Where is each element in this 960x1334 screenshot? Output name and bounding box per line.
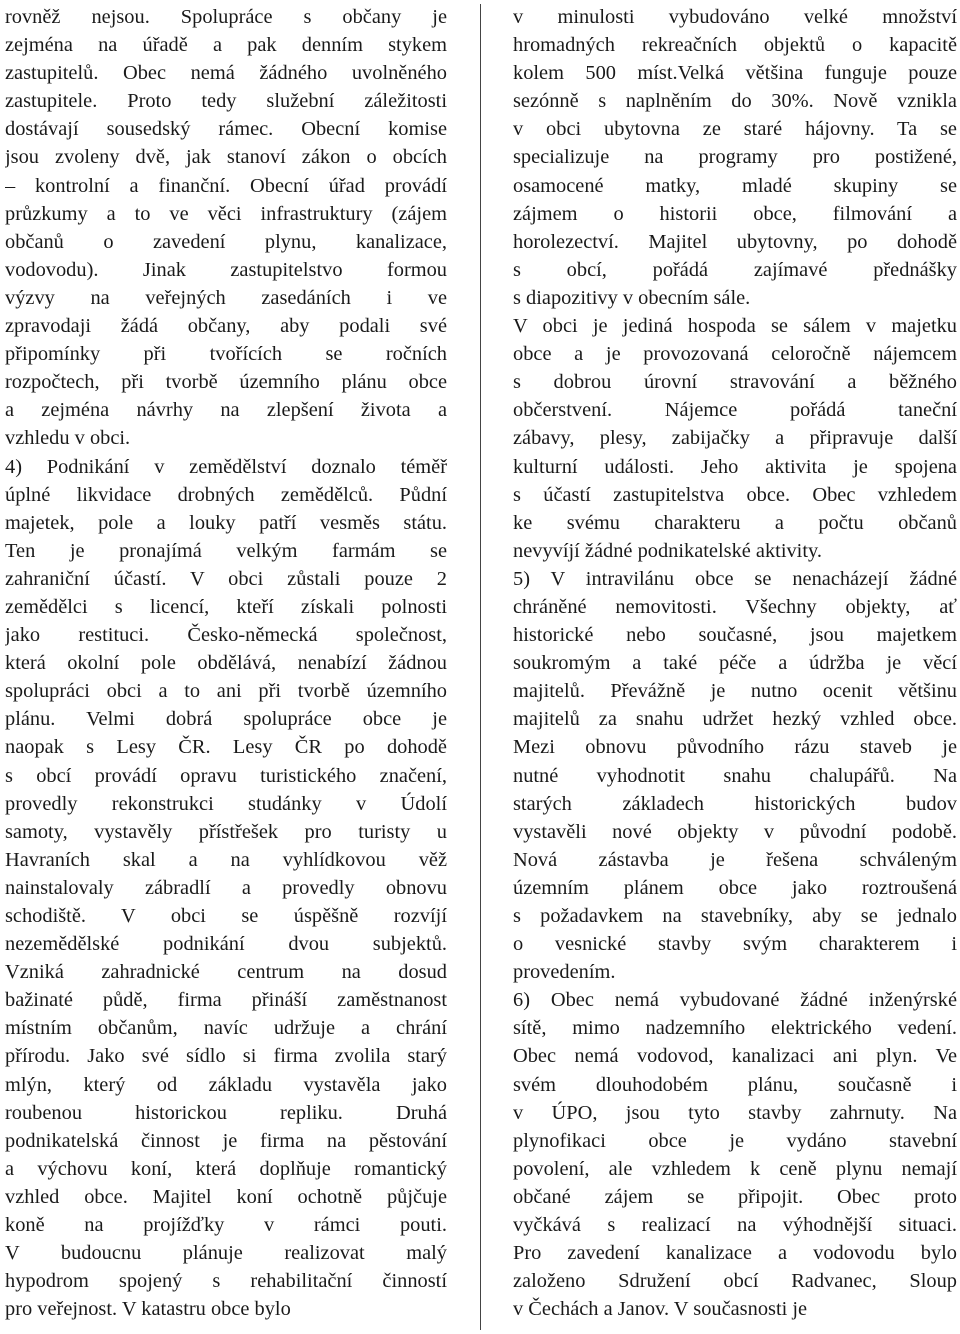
text-line: nezemědělské podnikání dvou subjektů.	[5, 933, 447, 956]
text-line: v ÚPO, jsou tyto stavby zahrnuty. Na	[513, 1101, 957, 1124]
text-line: sítě, mimo nadzemního elektrického vedení.	[513, 1017, 957, 1040]
text-line: majetek, pole a louky patří vesměs státu.	[5, 511, 447, 534]
text-line: o vesnické stavby svým charakterem i	[513, 933, 957, 956]
text-line: provedením.	[513, 961, 616, 984]
text-line: Havraních skal a na vyhlídkovou věž	[5, 848, 447, 871]
text-line: s účastí zastupitelstva obce. Obec vzhledem	[513, 483, 957, 506]
text-line: rovněž nejsou. Spolupráce s občany je	[5, 6, 447, 28]
left-text-column	[5, 3, 447, 1323]
text-line: s požadavkem na stavebníky, aby se jednalo	[513, 905, 957, 927]
column-divider	[480, 4, 481, 1330]
text-line: Pro zavedení kanalizace a vodovodu bylo	[513, 1242, 957, 1265]
text-line: v Čechách a Janov. V současnosti je	[513, 1298, 808, 1321]
text-line: povolení, ale vzhledem k ceně plynu nemají	[513, 1157, 957, 1180]
text-line: v minulosti vybudováno velké množství	[513, 6, 957, 28]
text-line: chráněné nemovitosti. Všechny objekty, ať	[513, 595, 957, 618]
text-line: nutné vyhodnotit snahu chalupářů. Na	[513, 764, 957, 787]
text-line: zahraniční účastí. V obci zůstali pouze 2	[5, 567, 447, 590]
text-line: vzhledu v obci.	[5, 427, 131, 450]
text-line: občanů o zavedení plynu, kanalizace,	[5, 230, 447, 253]
text-line: hromadných rekreačních objektů o kapacitě	[513, 34, 957, 57]
text-line: 6) Obec nemá vybudované žádné inženýrské	[513, 989, 957, 1012]
text-line: Obec nemá vodovod, kanalizaci ani plyn. Ve	[513, 1045, 957, 1068]
text-line: zpravodaji žádá občany, aby podali své	[5, 315, 447, 338]
text-line: zájmem o historii obce, filmování a	[513, 202, 957, 225]
text-line: 4) Podnikání v zemědělství doznalo téměř	[5, 455, 447, 478]
text-line: vystavěli nové objekty v původní podobě.	[513, 820, 957, 843]
text-line: a zejména návrhy na zlepšení života a	[5, 399, 447, 422]
text-line: majitelů. Převážně je nutno ocenit většinu	[513, 680, 957, 703]
text-line: zejména na úřadě a pak denním stykem	[5, 34, 447, 57]
text-line: územním plánem obce jako roztroušená	[513, 876, 957, 899]
text-line: mlýn, který od základu vystavěla jako	[5, 1073, 447, 1096]
text-line: schodiště. V obci se úspěšně rozvíjí	[5, 905, 447, 927]
text-line: 5) V intravilánu obce se nenacházejí žádné	[513, 567, 957, 590]
text-line: Ten je pronajímá velkým farmám se	[5, 539, 447, 562]
text-line: nainstalovaly zábradlí a provedly obnovu	[5, 876, 447, 899]
text-line: plynofikaci obce je vydáno stavební	[513, 1129, 957, 1152]
text-line: zábavy, plesy, zabijačky a připravuje další	[513, 427, 957, 450]
text-line: s diapozitivy v obecním sále.	[513, 286, 751, 309]
text-line: kolem 500 míst.Velká většina funguje pouze	[513, 62, 957, 85]
text-line: rozpočtech, při tvorbě územního plánu obce	[5, 371, 447, 394]
text-line: přírodu. Jako své sídlo si firma zvolila starý	[5, 1045, 447, 1068]
text-line: která okolní pole obdělává, nenabízí žádnou	[5, 652, 447, 675]
text-line: zastupitele. Proto tedy služební záležitosti	[5, 90, 447, 113]
text-line: Mezi obnovu původního rázu staveb je	[513, 736, 957, 759]
text-line: jsou zvoleny dvě, jak stanoví zákon o obcích	[5, 146, 447, 169]
text-line: – kontrolní a finanční. Obecní úřad provádí	[5, 174, 447, 197]
text-line: založeno Sdružení obcí Radvanec, Sloup	[513, 1270, 957, 1293]
text-line: roubenou historickou repliku. Druhá	[5, 1101, 447, 1124]
text-line: V budoucnu plánuje realizovat malý	[5, 1242, 447, 1265]
text-line: s obcí, pořádá zajímavé přednášky	[513, 258, 957, 281]
text-line: sezónně s naplněním do 30%. Nově vznikla	[513, 90, 957, 113]
text-line: dostávají sousedský rámec. Obecní komise	[5, 118, 447, 141]
text-line: průzkumy a to ve věci infrastruktury (zájem	[5, 202, 447, 225]
text-line: podnikatelská činnost je firma na pěstování	[5, 1129, 447, 1152]
text-line: hypodrom spojený s rehabilitační činností	[5, 1270, 447, 1293]
text-line: s dobrou úrovní stravování a běžného	[513, 371, 957, 394]
text-line: v obci ubytovna ze staré hájovny. Ta se	[513, 118, 957, 141]
text-line: vyčkává s realizací na výhodnější situaci.	[513, 1214, 957, 1237]
text-line: Nová zástavba je řešena schváleným	[513, 848, 957, 871]
text-line: historické nebo současné, jsou majetkem	[513, 624, 957, 647]
text-line: vzhled obce. Majitel koní ochotně půjčuje	[5, 1185, 447, 1208]
text-line: specializuje na programy pro postižené,	[513, 146, 957, 169]
text-line: ke svému charakteru a počtu občanů	[513, 511, 957, 534]
text-line: místním občanům, navíc udržuje a chrání	[5, 1017, 447, 1040]
text-line: spolupráci obci a to ani při tvorbě územního	[5, 680, 447, 703]
text-line: úplné likvidace drobných zemědělců. Půdní	[5, 483, 447, 506]
text-line: pro veřejnost. V katastru obce bylo	[5, 1298, 291, 1321]
text-line: zemědělci s licencí, kteří získali polnosti	[5, 595, 447, 618]
text-line: bažinaté půdě, firma přináší zaměstnanost	[5, 989, 447, 1012]
right-text-column	[513, 3, 957, 1323]
text-line: výzvy na veřejných zasedáních i ve	[5, 286, 447, 309]
text-line: zastupitelů. Obec nemá žádného uvolněného	[5, 62, 447, 85]
text-line: samoty, vystavěly přístřešek pro turisty u	[5, 820, 447, 843]
text-line: kulturní události. Jeho aktivita je spojena	[513, 455, 957, 478]
text-line: a výchovu koní, která doplňuje romantický	[5, 1157, 447, 1180]
text-line: plánu. Velmi dobrá spolupráce obce je	[5, 708, 447, 731]
text-line: naopak s Lesy ČR. Lesy ČR po dohodě	[5, 736, 447, 759]
text-line: vodovodu). Jinak zastupitelstvo formou	[5, 258, 447, 281]
text-line: provedly rekonstrukci studánky v Údolí	[5, 792, 447, 815]
text-line: horolezectví. Majitel ubytovny, po dohodě	[513, 230, 957, 253]
text-line: nevyvíjí žádné podnikatelské aktivity.	[513, 539, 822, 562]
text-line: V obci je jediná hospoda se sálem v majetku	[513, 315, 957, 338]
text-line: majitelů za snahu udržet hezký vzhled obce.	[513, 708, 957, 731]
text-line: koně na projížďky v rámci pouti.	[5, 1214, 447, 1237]
text-line: soukromým a také péče a údržba je věcí	[513, 652, 957, 675]
text-line: svém dlouhodobém plánu, současně i	[513, 1073, 957, 1096]
text-line: občerstvení. Nájemce pořádá taneční	[513, 399, 957, 422]
text-line: osamocené matky, mladé skupiny se	[513, 174, 957, 197]
text-line: jako restituci. Česko-německá společnost,	[5, 624, 447, 647]
text-line: Vzniká zahradnické centrum na dosud	[5, 961, 447, 984]
text-line: občané zájem se připojit. Obec proto	[513, 1185, 957, 1208]
text-line: s obcí provádí opravu turistického značení,	[5, 764, 447, 787]
text-line: starých základech historických budov	[513, 792, 957, 815]
text-line: obce a je provozovaná celoročně nájemcem	[513, 343, 957, 366]
text-line: připomínky při tvořících se ročních	[5, 343, 447, 366]
